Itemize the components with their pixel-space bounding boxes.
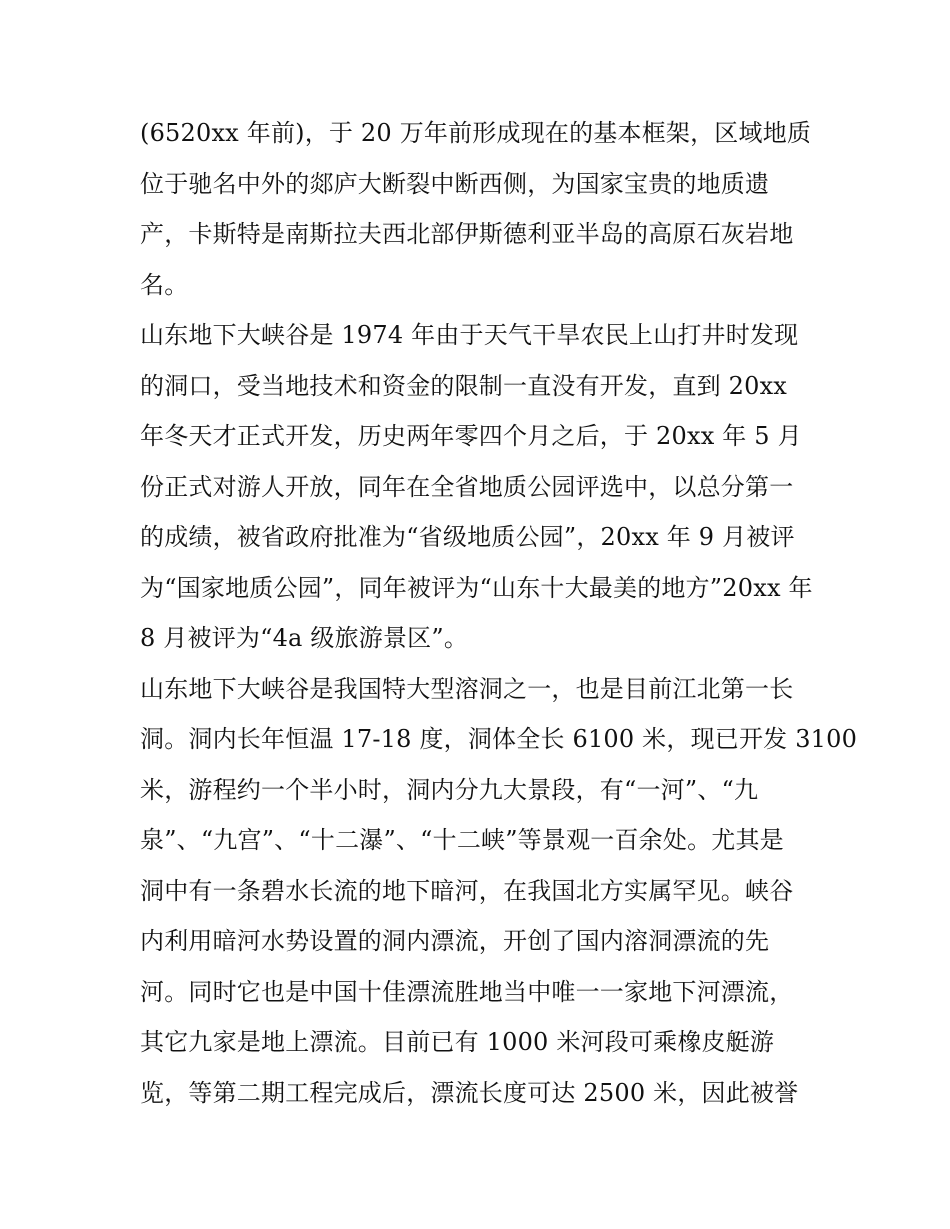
- text-line: 内利用暗河水势设置的洞内漂流，开创了国内溶洞漂流的先: [140, 927, 770, 955]
- text-line: 份正式对游人开放，同年在全省地质公园评选中，以总分第一: [140, 472, 794, 501]
- text-line: 的成绩，被省政府批准为“省级地质公园”，20xx 年 9 月被评: [140, 523, 795, 551]
- text-line: 年冬天才正式开发，历史两年零四个月之后，于 20xx 年 5 月: [140, 422, 802, 450]
- text-line: 位于驰名中外的郯庐大断裂中断西侧，为国家宝贵的地质遗: [140, 169, 770, 198]
- text-line: 名。: [140, 270, 189, 299]
- text-line: 览，等第二期工程完成后，漂流长度可达 2500 米，因此被誉: [140, 1078, 799, 1107]
- text-line: (6520xx 年前)，于 20 万年前形成现在的基本框架，区域地质: [140, 119, 812, 147]
- text-line: 8 月被评为“4a 级旅游景区”。: [140, 624, 469, 652]
- text-line: 产，卡斯特是南斯拉夫西北部伊斯德利亚半岛的高原石灰岩地: [140, 220, 794, 248]
- text-line: 米，游程约一个半小时，洞内分九大景段，有“一河”、“九: [140, 775, 759, 804]
- text-line: 为“国家地质公园”，同年被评为“山东十大最美的地方”20xx 年: [140, 573, 813, 602]
- paragraph-3: [140, 664, 858, 1119]
- document-body: [140, 108, 858, 1118]
- paragraph-1: [140, 108, 812, 310]
- text-line: 山东地下大峡谷是 1974 年由于天气干旱农民上山打井时发现: [140, 321, 799, 349]
- text-line: 洞中有一条碧水长流的地下暗河，在我国北方实属罕见。峡谷: [140, 876, 794, 905]
- text-line: 的洞口，受当地技术和资金的限制一直没有开发，直到 20xx: [140, 371, 788, 400]
- paragraph-2: [140, 310, 812, 664]
- text-line: 其它九家是地上漂流。目前已有 1000 米河段可乘橡皮艇游: [140, 1028, 775, 1056]
- text-line: 河。同时它也是中国十佳漂流胜地当中唯一一家地下河漂流，: [140, 977, 794, 1006]
- text-line: 洞。洞内长年恒温 17-18 度，洞体全长 6100 米，现已开发 3100: [140, 725, 858, 753]
- text-line: 山东地下大峡谷是我国特大型溶洞之一，也是目前江北第一长: [140, 674, 794, 703]
- text-line: 泉”、“九宫”、“十二瀑”、“十二峡”等景观一百余处。尤其是: [140, 826, 784, 854]
